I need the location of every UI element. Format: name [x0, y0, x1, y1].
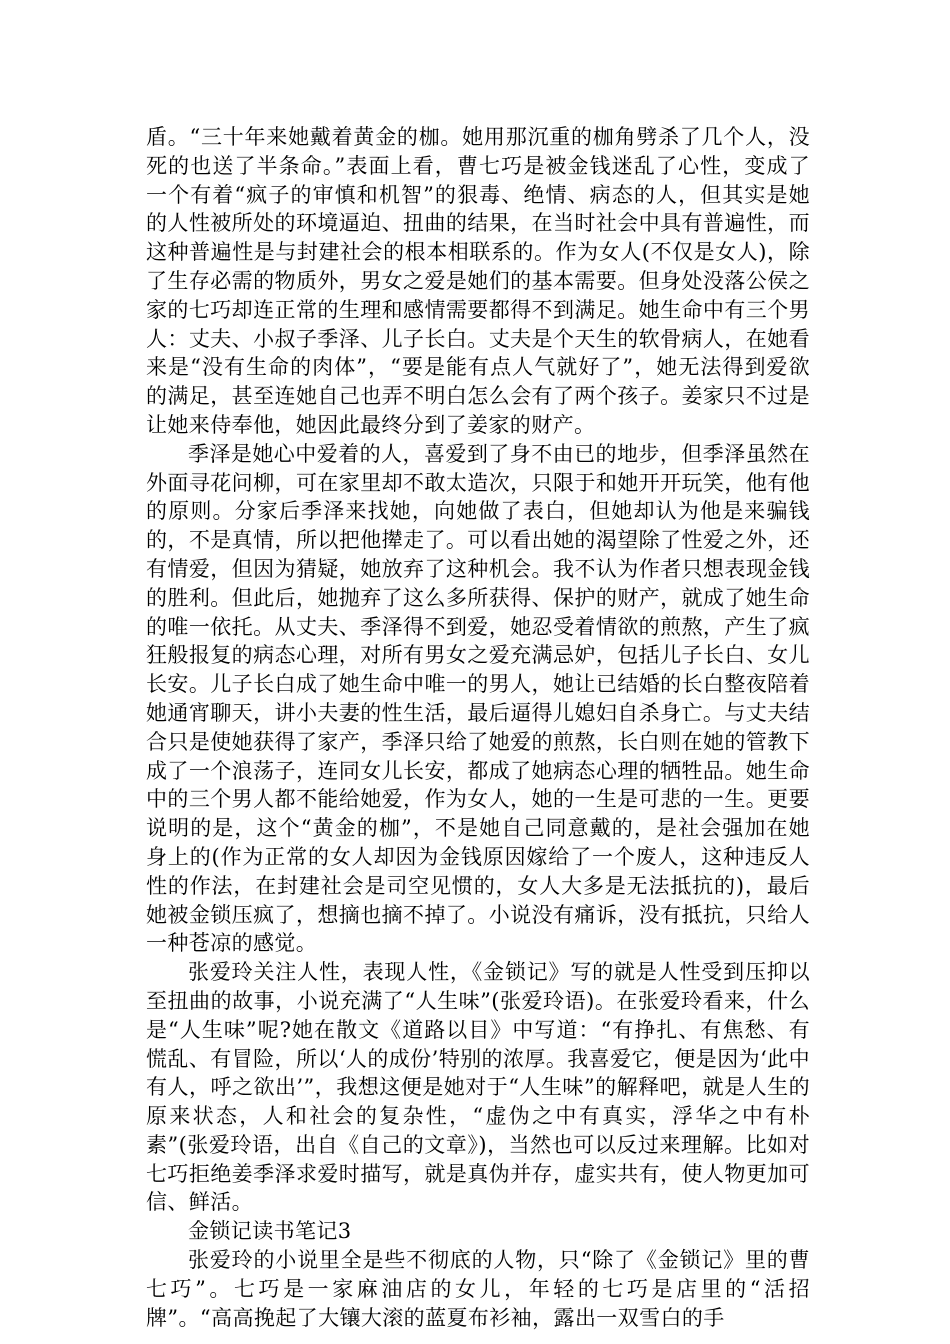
paragraph-caoqiqiao: 张爱玲的小说里全是些不彻底的人物，只“除了《金锁记》里的曹七巧”。七巧是一家麻油店的女儿，年轻的七巧是店里的“活招牌”。“高高挽起了大镶大滚的蓝夏布衫袖，露出一双雪白的手	[146, 1248, 810, 1330]
paragraph-jize: 季泽是她心中爱着的人，喜爱到了身不由已的地步，但季泽虽然在外面寻花问柳，可在家里却不敢太造次，只限于和她开开玩笑，他有他的原则。分家后季泽来找她，向她做了表白，但她却认为他是来骗钱的，不是真情，所以把他撵走了。可以看出她的渴望除了性爱之外，还有情爱，但因为猜疑，她放弃了这种机会。我不认为作者只想表现金钱的胜利。但此后，她抛弃了这么多所获得、保护的财产，就成了她生命的唯一依托。从丈夫、季泽得不到爱，她忍受着情欲的煎熬，产生了疯狂般报复的病态心理，对所有男女之爱充满忌妒，包括儿子长白、女儿长安。儿子长白成了她生命中唯一的男人，她让已结婚的长白整夜陪着她通宵聊天，讲小夫妻的性生活，最后逼得儿媳妇自杀身亡。与丈夫结合只是使她获得了家产，季泽只给了她爱的煎熬，长白则在她的管教下成了一个浪荡子，连同女儿长安，都成了她病态心理的牺牲品。她生命中的三个男人都不能给她爱，作为女人，她的一生是可悲的一生。更要说明的是，这个“黄金的枷”，不是她自己同意戴的，是社会强加在她身上的(作为正常的女人却因为金钱原因嫁给了一个废人，这种违反人性的作法，在封建社会是司空见惯的，女人大多是无法抵抗的)，最后她被金锁压疯了，想摘也摘不掉了。小说没有痛诉，没有抵抗，只给人一种苍凉的感觉。	[146, 441, 810, 956]
section-heading: 金锁记读书笔记3	[188, 1219, 352, 1244]
paragraph-renshengwei: 张爱玲关注人性，表现人性，《金锁记》写的就是人性受到压抑以至扭曲的故事，小说充满了“人生味”(张爱玲语)。在张爱玲看来，什么是“人生味”呢?她在散文《道路以目》中写道：“有挣扎、有焦愁、有慌乱、有冒险，所以‘人的成份’特别的浓厚。我喜爱它，便是因为‘此中有人，呼之欲出’”，我想这便是她对于“人生味”的解释吧，就是人生的原来状态，人和社会的复杂性，“虚伪之中有真实，浮华之中有朴素”(张爱玲语，出自《自己的文章》)，当然也可以反过来理解。比如对七巧拒绝姜季泽求爱时描写，就是真伪并存，虚实共有，使人物更加可信、鲜活。	[146, 960, 810, 1215]
document-body	[146, 123, 810, 1332]
paragraph-continuation: 盾。“三十年来她戴着黄金的枷。她用那沉重的枷角劈杀了几个人，没死的也送了半条命。”表面上看，曹七巧是被金钱迷乱了心性，变成了一个有着“疯子的审慎和机智”的狠毒、绝情、病态的人，但其实是她的人性被所处的环境逼迫、扭曲的结果，在当时社会中具有普遍性，而这种普遍性是与封建社会的根本相联系的。作为女人(不仅是女人)，除了生存必需的物质外，男女之爱是她们的基本需要。但身处没落公侯之家的七巧却连正常的生理和感情需要都得不到满足。她生命中有三个男人：丈夫、小叔子季泽、儿子长白。丈夫是个天生的软骨病人，在她看来是“没有生命的肉体”，“要是能有点人气就好了”，她无法得到爱欲的满足，甚至连她自己也弄不明白怎么会有了两个孩子。姜家只不过是让她来侍奉他，她因此最终分到了姜家的财产。	[146, 125, 810, 437]
